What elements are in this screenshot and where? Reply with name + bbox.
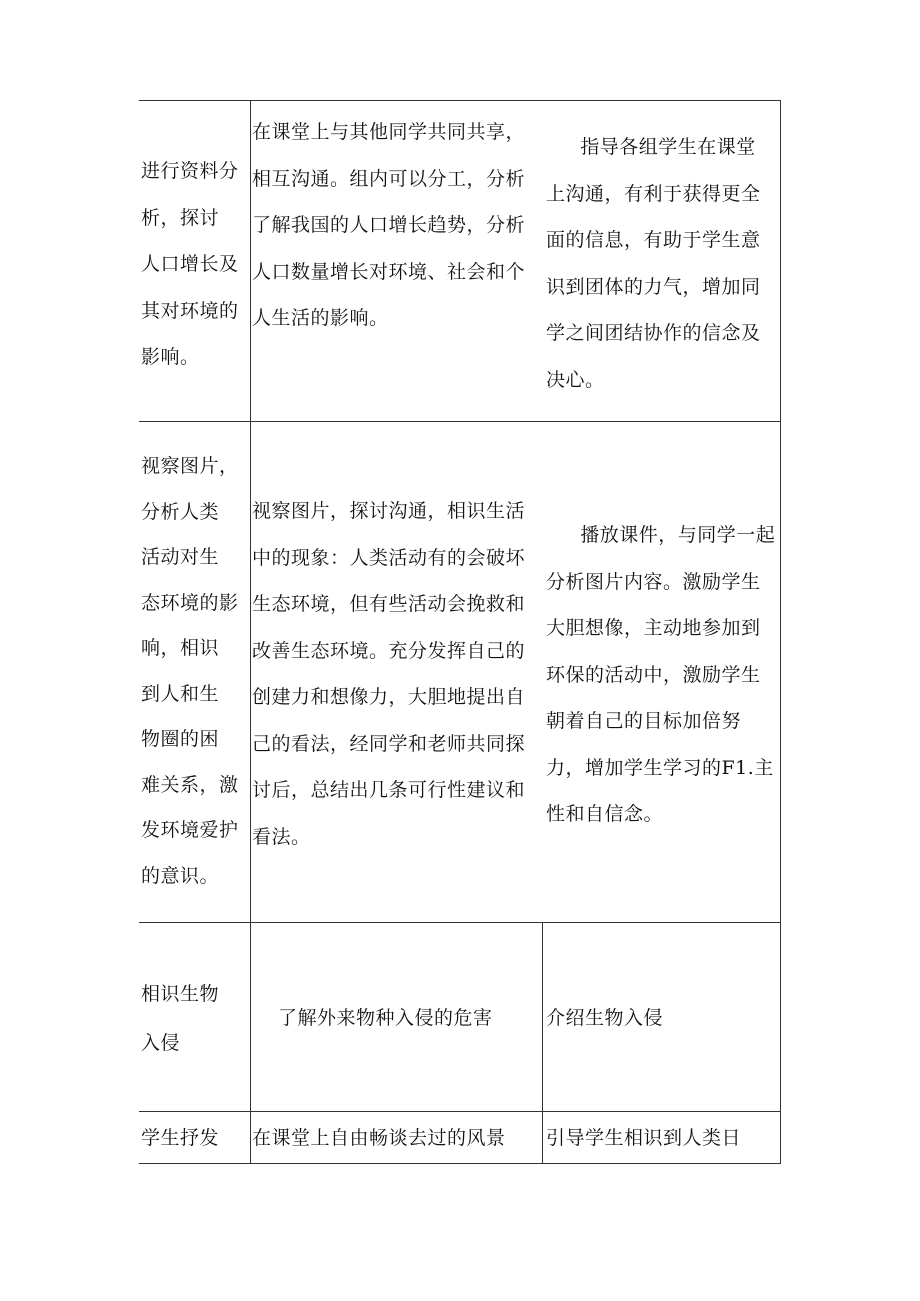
table-cell-student: 在课堂上自由畅谈去过的风景 (252, 1127, 506, 1149)
column-divider (542, 922, 543, 1164)
table-cell-activity: 进行资料分 析，探讨 人口增长及 其对环境的 影响。 (141, 160, 239, 368)
table-top-border (139, 100, 781, 101)
row-divider (139, 421, 781, 422)
table-cell-teacher: 引导学生相识到人类日 (546, 1127, 742, 1149)
table-cell-teacher: 指导各组学生在课堂 上沟通，有利于获得更全 面的信息，有助于学生意 识到团体的力气，增加同 学之间团结协作的信念及 决心。 (546, 136, 761, 391)
row-divider (139, 922, 781, 923)
table-cell-student: 视察图片，探讨沟通，相识生活 中的现象：人类活动有的会破坏 生态环境，但有些活动会挽救和 改善生态环境。充分发挥自己的 创建力和想像力，大胆地提出自 己的看法，经同学和老师共同探 讨后，总结出几条可行性建议和 看法。 (252, 500, 526, 848)
table-cell-teacher: 播放课件，与同学一起 分析图片内容。激励学生 大胆想像，主动地参加到 环保的活动中，激励学生 朝着自己的目标加倍努 力，增加学生学习的F1.主 性和自信念。 (546, 524, 776, 825)
table-cell-activity: 学生抒发 (141, 1127, 220, 1149)
table-cell-student: 在课堂上与其他同学共同共享， 相互沟通。组内可以分工，分析 了解我国的人口增长趋势，分析 人口数量增长对环境、社会和个 人生活的影响。 (252, 121, 526, 329)
row-divider (139, 1111, 781, 1112)
table-bottom-border (139, 1163, 781, 1164)
table-right-border (780, 100, 781, 1164)
table-cell-student: 了解外来物种入侵的危害 (278, 1007, 493, 1029)
table-cell-activity: 视察图片， 分析人类 活动对生 态环境的影 响，相识 到人和生 物圈的困 难关系，激 发环境爱护 的意识。 (141, 455, 239, 887)
column-divider (250, 100, 251, 1164)
table-cell-activity: 相识生物 入侵 (141, 983, 220, 1054)
table-cell-teacher: 介绍生物入侵 (546, 1007, 664, 1029)
